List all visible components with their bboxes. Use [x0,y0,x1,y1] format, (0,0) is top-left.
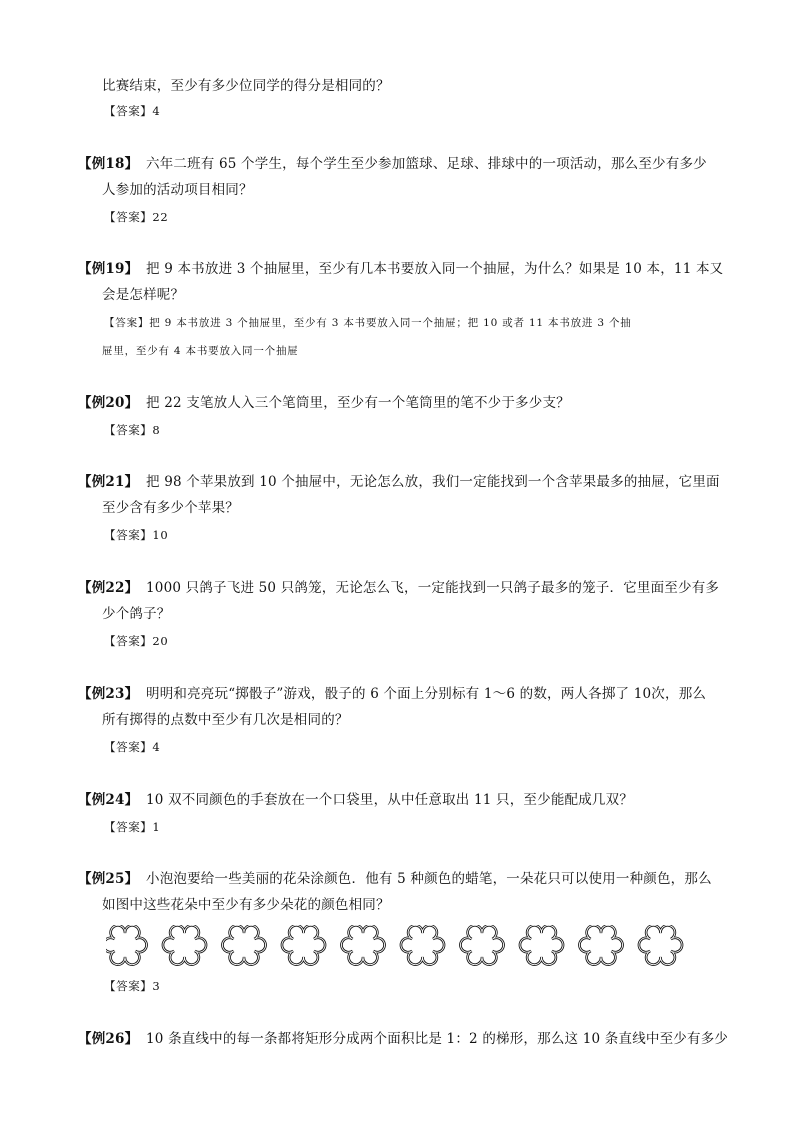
example-25-text-line-1: 小泡泡要给一些美丽的花朵涂颜色．他有 5 种颜色的蜡笔，一朵花只可以使用一种颜色，那么 [146,871,712,887]
example-26-label: 【例26】 [78,1031,139,1047]
example-22-label: 【例22】 [78,580,139,596]
problem-17-text-line-2: 比赛结束，至少有多少位同学的得分是相同的？ [102,78,390,94]
example-21-text-line-2: 至少含有多少个苹果？ [102,500,239,516]
example-18-label: 【例18】 [78,156,139,172]
answer-19-line-1: 【答案】把 9 本书放进 3 个抽屉里，至少有 3 本书要放入同一个抽屉；把 10 或者 11 本书放进 3 个抽 [104,317,632,329]
example-21-label: 【例21】 [78,474,139,490]
answer-19-line-2: 屉里，至少有 4 本书要放入同一个抽屉 [102,345,299,357]
example-25-label: 【例25】 [78,871,139,887]
flower-outline-icon [639,925,682,964]
flower-row [106,925,746,967]
flower-outline-icon [163,925,206,964]
example-19-label: 【例19】 [78,261,139,277]
example-23-label: 【例23】 [78,686,139,702]
answer-22: 【答案】20 [104,634,169,648]
example-18-text-line-2: 人参加的活动项目相同？ [102,182,253,198]
flower-outline-icon [579,925,622,964]
answer-24: 【答案】1 [104,820,161,834]
example-26-text-line-1: 10 条直线中的每一条都将矩形分成两个面积比是 1：2 的梯形，那么这 10 条直线中至少有多少 [146,1031,729,1047]
example-22-text-line-1: 1000 只鸽子飞进 50 只鸽笼，无论怎么飞，一定能找到一只鸽子最多的笼子．它里面至少有多 [146,580,720,596]
flower-outline-icon [282,925,325,964]
answer-18: 【答案】22 [104,210,169,224]
flower-outline-icon [106,925,147,964]
example-20-text-line-1: 把 22 支笔放人入三个笔筒里，至少有一个笔筒里的笔不少于多少支？ [146,395,570,411]
answer-23: 【答案】4 [104,740,161,754]
example-20-label: 【例20】 [78,395,139,411]
answer-17: 【答案】4 [104,104,161,118]
example-24-text-line-1: 10 双不同颜色的手套放在一个口袋里，从中任意取出 11 只，至少能配成几双？ [146,792,634,808]
example-19-text-line-1: 把 9 本书放进 3 个抽屉里，至少有几本书要放入同一个抽屉，为什么？如果是 10 本，11 本又 [146,261,724,277]
example-25-text-line-2: 如图中这些花朵中至少有多少朵花的颜色相同？ [102,897,390,913]
example-24-label: 【例24】 [78,792,139,808]
example-23-text-line-1: 明明和亮亮玩“掷骰子”游戏，骰子的 6 个面上分别标有 1～6 的数，两人各掷了 10次，那么 [146,686,707,702]
answer-21: 【答案】10 [104,528,169,542]
example-23-text-line-2: 所有掷得的点数中至少有几次是相同的？ [102,712,349,728]
example-18-text-line-1: 六年二班有 65 个学生，每个学生至少参加篮球、足球、排球中的一项活动，那么至少有多少 [146,156,707,172]
example-22-text-line-2: 少个鸽子？ [102,606,171,622]
answer-25: 【答案】3 [104,979,161,993]
flower-figure [106,925,746,967]
example-21-text-line-1: 把 98 个苹果放到 10 个抽屉中，无论怎么放，我们一定能找到一个含苹果最多的抽屉，它里面 [146,474,720,490]
flower-outline-icon [341,925,384,964]
answer-20: 【答案】8 [104,423,161,437]
flower-outline-icon [222,925,265,964]
example-19-text-line-2: 会是怎样呢？ [102,287,185,303]
flower-outline-icon [460,925,503,964]
flower-outline-icon [520,925,563,964]
flower-outline-icon [401,925,444,964]
